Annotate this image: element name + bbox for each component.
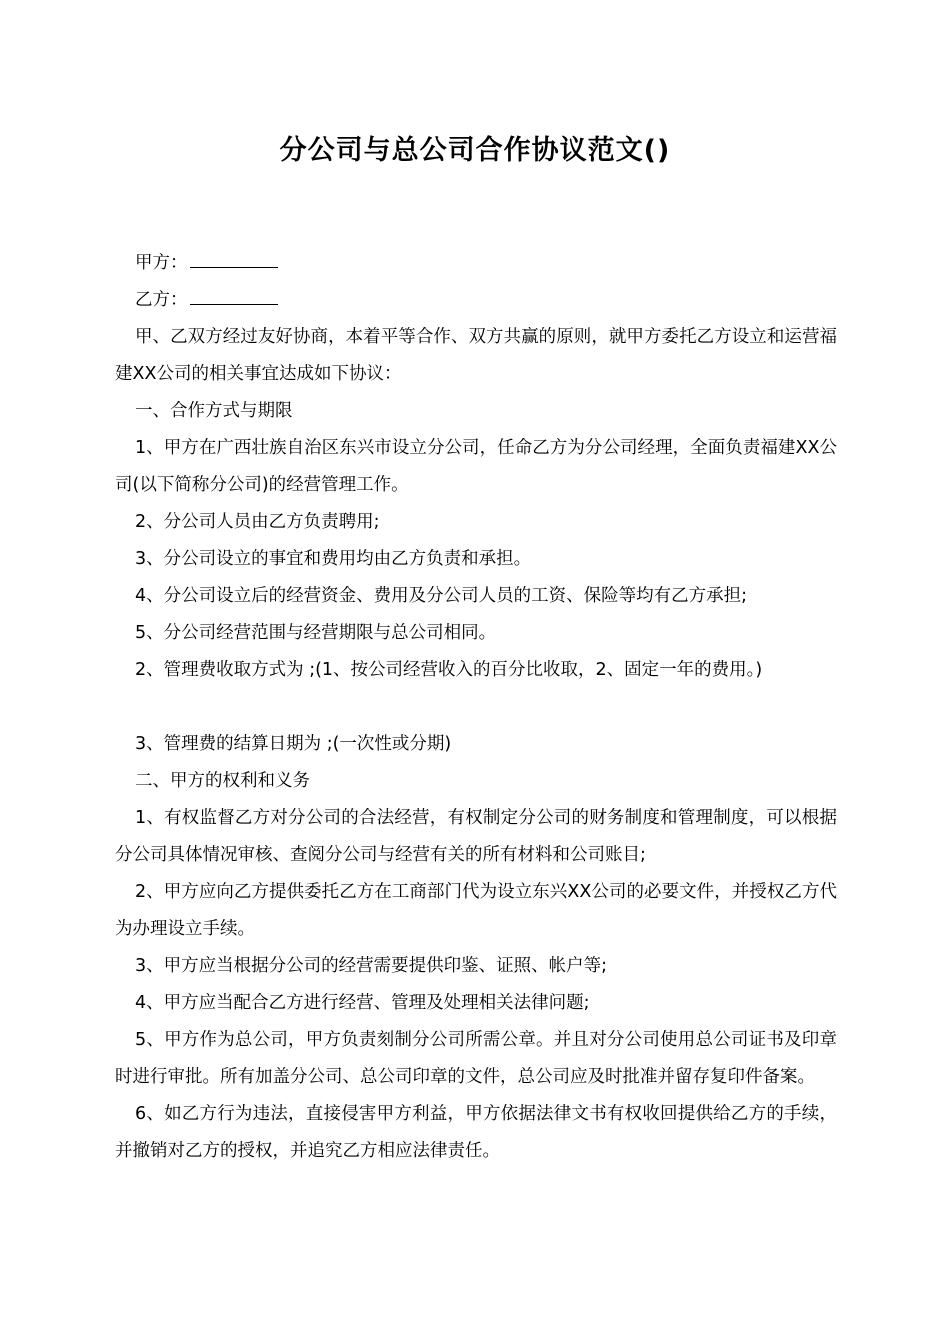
party-a-blank bbox=[190, 248, 278, 268]
section-1-heading: 一、合作方式与期限 bbox=[135, 401, 293, 421]
section-1-item: 3、管理费的结算日期为 ;(一次性或分期) bbox=[135, 734, 452, 754]
party-a-line bbox=[115, 245, 837, 282]
section-2-item: 5、甲方作为总公司，甲方负责刻制分公司所需公章。并且对分公司使用总公司证书及印章时进行审批。所有加盖分公司、总公司印章的文件，总公司应及时批准并留存复印件备案。 bbox=[115, 1030, 837, 1087]
party-b-line bbox=[115, 282, 837, 319]
section-1-item: 5、分公司经营范围与经营期限与总公司相同。 bbox=[135, 623, 497, 643]
document-body bbox=[115, 245, 837, 1170]
party-b-label: 乙方： bbox=[135, 290, 188, 310]
section-1-item: 2、管理费收取方式为 ;(1、按公司经营收入的百分比收取，2、固定一年的费用。) bbox=[135, 660, 763, 680]
section-2-item: 2、甲方应向乙方提供委托乙方在工商部门代为设立东兴XX公司的必要文件，并授权乙方代为办理设立手续。 bbox=[115, 882, 837, 939]
paragraph-gap bbox=[115, 689, 837, 726]
section-1-item: 2、分公司人员由乙方负责聘用; bbox=[135, 512, 380, 532]
section-2-item: 1、有权监督乙方对分公司的合法经营，有权制定分公司的财务制度和管理制度，可以根据分公司具体情况审核、查阅分公司与经营有关的所有材料和公司账目; bbox=[115, 808, 837, 865]
section-2-heading: 二、甲方的权利和义务 bbox=[135, 771, 310, 791]
section-2-item: 3、甲方应当根据分公司的经营需要提供印鉴、证照、帐户等; bbox=[135, 956, 608, 976]
section-2-item: 4、甲方应当配合乙方进行经营、管理及处理相关法律问题; bbox=[135, 993, 590, 1013]
section-1-item: 4、分公司设立后的经营资金、费用及分公司人员的工资、保险等均有乙方承担; bbox=[135, 586, 748, 606]
section-1-item: 1、甲方在广西壮族自治区东兴市设立分公司，任命乙方为分公司经理，全面负责福建XX公司(以下简称分公司)的经营管理工作。 bbox=[115, 438, 837, 495]
section-1-item: 3、分公司设立的事宜和费用均由乙方负责和承担。 bbox=[135, 549, 532, 569]
intro-paragraph: 甲、乙双方经过友好协商，本着平等合作、双方共赢的原则，就甲方委托乙方设立和运营福建XX公司的相关事宜达成如下协议： bbox=[115, 327, 837, 384]
party-b-blank bbox=[190, 285, 278, 305]
section-2-item: 6、如乙方行为违法，直接侵害甲方利益，甲方依据法律文书有权收回提供给乙方的手续，并撤销对乙方的授权，并追究乙方相应法律责任。 bbox=[115, 1104, 837, 1161]
document-title: 分公司与总公司合作协议范文() bbox=[279, 135, 671, 166]
party-a-label: 甲方： bbox=[135, 253, 188, 273]
